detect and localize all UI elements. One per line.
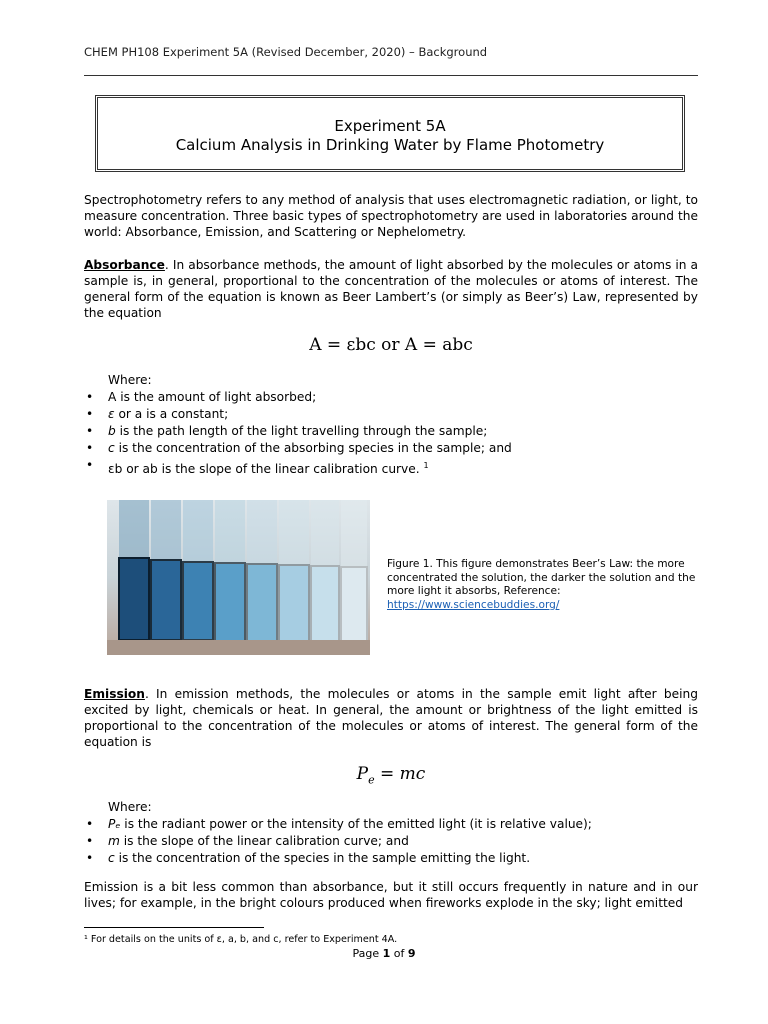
bullet-icon: • bbox=[86, 817, 94, 831]
bullet-icon: • bbox=[86, 424, 94, 438]
list-item: • A is the amount of light absorbed; bbox=[86, 390, 317, 404]
emission-heading: Emission bbox=[84, 687, 145, 701]
where-label: Where: bbox=[108, 800, 152, 814]
intro-paragraph bbox=[84, 192, 698, 240]
bullet-icon: • bbox=[86, 834, 94, 848]
footnote-ref[interactable]: 1 bbox=[423, 461, 429, 470]
emission-equation: $P_e$ = mc bbox=[356, 764, 426, 787]
list-item: • b is the path length of the light travelling through the sample; bbox=[86, 424, 488, 438]
cuvettes-photo bbox=[107, 500, 370, 655]
bullet-icon: • bbox=[86, 851, 94, 865]
emission-text: . In emission methods, the molecules or atoms in the sample emit light after being excited by light, chemicals or heat. In general, the amount or brightness of the light emitted is proportional to the concentration of the molecules or atoms of interest. The general form of the equation is bbox=[84, 687, 698, 749]
page-number: Page 1 of 9 bbox=[352, 947, 416, 960]
emission-paragraph bbox=[84, 686, 698, 750]
bullet-icon: • bbox=[86, 390, 94, 404]
where-label: Where: bbox=[108, 373, 152, 387]
bullet-icon: • bbox=[86, 441, 94, 455]
figure-caption bbox=[387, 558, 717, 612]
list-item: • c is the concentration of the species in the sample emitting the light. bbox=[86, 851, 531, 865]
running-header: CHEM PH108 Experiment 5A (Revised December, 2020) – Background bbox=[84, 45, 488, 59]
list-item: • εb or ab is the slope of the linear calibration curve. $^1$ bbox=[86, 458, 429, 477]
list-item: • m is the slope of the linear calibration curve; and bbox=[86, 834, 409, 848]
experiment-title: Calcium Analysis in Drinking Water by Flame Photometry bbox=[175, 136, 605, 154]
emission-where-list bbox=[86, 799, 592, 867]
absorbance-paragraph bbox=[84, 257, 698, 321]
bullet-icon: • bbox=[86, 458, 94, 472]
caption-text: Figure 1. This figure demonstrates Beer’s Law: the more concentrated the solution, the darker the solution and the more light it absorbs, Reference: bbox=[387, 558, 696, 598]
list-item: • Pₑ is the radiant power or the intensity of the emitted light (it is relative value); bbox=[86, 817, 592, 831]
reference-link[interactable]: https://www.sciencebuddies.org/ bbox=[387, 598, 560, 611]
list-item: • ε or a is a constant; bbox=[86, 407, 229, 421]
absorbance-where-list bbox=[86, 372, 512, 478]
intro-text: Spectrophotometry refers to any method of analysis that uses electromagnetic radiation, or light, to measure concentration. Three basic types of spectrophotometry are used in laboratories around the world: Absorbance, Emission, and Scattering or Nephelometry. bbox=[84, 193, 698, 239]
title-box bbox=[95, 95, 685, 172]
experiment-number: Experiment 5A bbox=[334, 117, 446, 135]
beers-law-equation: A = εbc or A = abc bbox=[309, 335, 473, 355]
footnote: ¹ For details on the units of ε, a, b, and c, refer to Experiment 4A. bbox=[84, 934, 398, 945]
header-rule bbox=[84, 75, 698, 76]
list-item: • c is the concentration of the absorbing species in the sample; and bbox=[86, 441, 512, 455]
bullet-icon: • bbox=[86, 407, 94, 421]
footnote-rule bbox=[84, 927, 264, 928]
closing-paragraph bbox=[84, 879, 698, 911]
absorbance-heading: Absorbance bbox=[84, 258, 165, 272]
cuvettes-illustration bbox=[107, 500, 370, 655]
closing-text: Emission is a bit less common than absorbance, but it still occurs frequently in nature and in our lives; for example, in the bright colours produced when fireworks explode in the sky; light emitted bbox=[84, 880, 698, 910]
absorbance-text: . In absorbance methods, the amount of light absorbed by the molecules or atoms in a sample is, in general, proportional to the concentration of the molecules or atoms of interest. The general form of the equation is known as Beer Lambert’s (or simply as Beer’s) Law, represented by the equation bbox=[84, 258, 698, 320]
